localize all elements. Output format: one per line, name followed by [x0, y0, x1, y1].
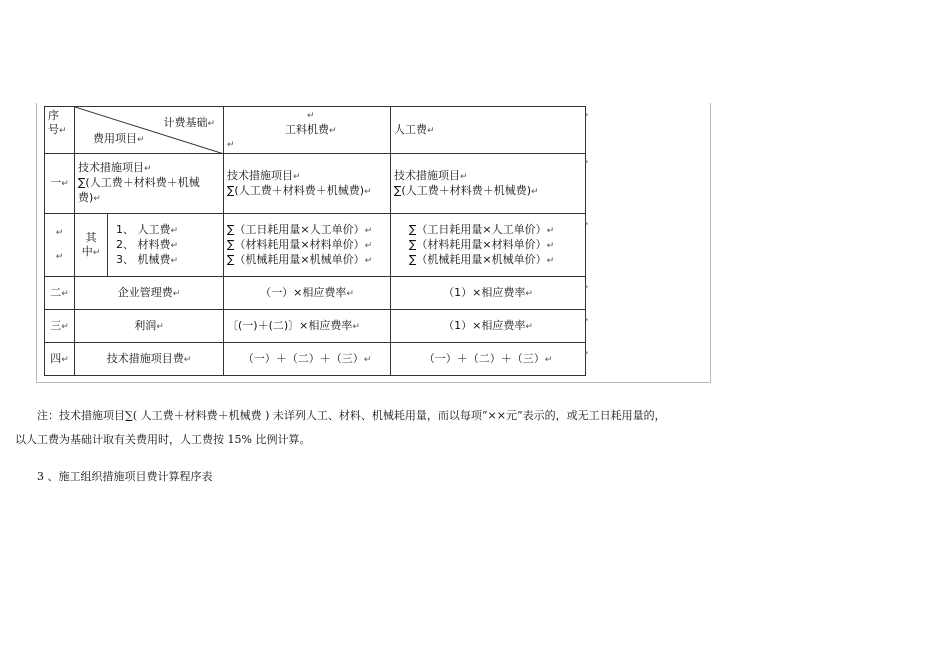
row3-item-cell: 利润↵ [75, 310, 224, 343]
row2-col1: （一）×相应费率 [260, 285, 347, 299]
row-end-mark: * [585, 350, 589, 358]
row-end-mark: * [585, 284, 589, 292]
row3-col2: （1）×相应费率 [443, 318, 526, 332]
col1-header-cell: ↵ 工料机费↵ ↵ [224, 107, 391, 154]
sub-col1-machine: ∑（机械耗用量×机械单价） [227, 252, 365, 266]
row2-seq-cell: 二↵ [45, 277, 75, 310]
row1-col2-cell: 技术措施项目↵ ∑(人工费＋材料费＋机械费)↵ [391, 154, 586, 214]
seq-header-cell: 序 号↵ [45, 107, 75, 154]
row-1 [45, 154, 586, 214]
col1-header: 工料机费 [285, 122, 329, 136]
row4-col1: （一）＋（二）＋（三） [242, 351, 364, 365]
qizhong-cell: 其 中↵ [75, 214, 108, 277]
frame-right-line [710, 103, 711, 383]
frame-left-line [36, 103, 37, 383]
row2-col2: （1）×相应费率 [443, 285, 526, 299]
row3-col1-cell: 〔(一)＋(二)〕×相应费率↵ [224, 310, 391, 343]
sub-items-cell: 1、 人工费↵ 2、 材料费↵ 3、 机械费↵ [108, 214, 224, 277]
frame-bottom-line [36, 382, 711, 383]
seq-header-char1: 序 [48, 109, 59, 122]
note-line-2: 以人工费为基础计取有关费用时，人工费按 15% 比例计算。 [15, 433, 311, 446]
row1-item-line2: ∑(人工费＋材料费＋机械 [78, 176, 200, 189]
row1-col1-line2: ∑(人工费＋材料费＋机械费) [227, 183, 364, 197]
row1-col1-line1: 技术措施项目 [227, 168, 293, 182]
row4-col2-cell: （一）＋（二）＋（三）↵ [391, 343, 586, 376]
row3-seq-cell: 三↵ [45, 310, 75, 343]
row2-item: 企业管理费 [117, 285, 173, 299]
row1-item-line3: 费) [78, 191, 94, 204]
qizhong-char2: 中 [81, 244, 93, 258]
row3-col2-cell: （1）×相应费率↵ [391, 310, 586, 343]
sub-col1-labor: ∑（工日耗用量×人工单价） [227, 222, 365, 236]
row4-item: 技术措施项目费 [106, 351, 184, 365]
seq-header-char2: 号 [48, 123, 59, 136]
row2-item-cell: 企业管理费↵ [75, 277, 224, 310]
row-end-mark: * [585, 221, 589, 229]
diagonal-header-cell: 计费基础↵ 费用项目↵ [75, 107, 224, 154]
row-4 [45, 343, 586, 376]
row1-col1-cell: 技术措施项目↵ ∑(人工费＋材料费＋机械费)↵ [224, 154, 391, 214]
fee-calculation-table [44, 106, 586, 376]
basis-label: 计费基础 [163, 116, 208, 129]
row1-seq-cell: 一↵ [45, 154, 75, 214]
col2-header: 人工费 [394, 122, 427, 136]
sub-seq-cell: ↵ ↵ [45, 214, 75, 277]
sub-col2-material: ∑（材料耗用量×材料单价） [409, 237, 547, 251]
row1-item-line1: 技术措施项目 [78, 161, 144, 174]
sub-col2-machine: ∑（机械耗用量×机械单价） [409, 252, 547, 266]
row3-item: 利润 [134, 318, 157, 332]
row4-col2: （一）＋（二）＋（三） [423, 351, 545, 365]
section-heading: 3 、施工组织措施项目费计算程序表 [37, 470, 213, 483]
col2-header-cell: 人工费↵ [391, 107, 586, 154]
item-label: 费用项目 [93, 132, 137, 145]
sub-item-labor: 1、 人工费 [116, 222, 171, 236]
qizhong-char1: 其 [85, 230, 97, 244]
row2-col1-cell: （一）×相应费率↵ [224, 277, 391, 310]
row-3 [45, 310, 586, 343]
sub-item-machine: 3、 机械费 [116, 252, 171, 266]
row2-col2-cell: （1）×相应费率↵ [391, 277, 586, 310]
row4-seq-cell: 四↵ [45, 343, 75, 376]
row1-item-cell: 技术措施项目↵ ∑(人工费＋材料费＋机械 费)↵ [75, 154, 224, 214]
sub-col1-cell: ∑（工日耗用量×人工单价）↵ ∑（材料耗用量×材料单价）↵ ∑（机械耗用量×机械单价）↵ [224, 214, 391, 277]
row1-col2-line1: 技术措施项目 [394, 168, 460, 182]
row-2 [45, 277, 586, 310]
row1-col2-line2: ∑(人工费＋材料费＋机械费) [394, 183, 531, 197]
row-end-mark: * [585, 317, 589, 325]
table-header-row [45, 107, 586, 154]
sub-item-material: 2、 材料费 [116, 237, 171, 251]
row-end-mark: * [585, 159, 589, 167]
row4-col1-cell: （一）＋（二）＋（三）↵ [224, 343, 391, 376]
row3-col1: 〔(一)＋(二)〕×相应费率 [227, 318, 353, 332]
row-end-mark: * [585, 112, 589, 120]
sub-col1-material: ∑（材料耗用量×材料单价） [227, 237, 365, 251]
row4-item-cell: 技术措施项目费↵ [75, 343, 224, 376]
sub-col2-labor: ∑（工日耗用量×人工单价） [409, 222, 547, 236]
sub-col2-cell: ∑（工日耗用量×人工单价）↵ ∑（材料耗用量×材料单价）↵ ∑（机械耗用量×机械单价）↵ [391, 214, 586, 277]
note-line-1: 注：技术措施项目∑( 人工费＋材料费＋机械费 ) 未详列人工、材料、机械耗用量，而以每项“××元”表示的，或无工日耗用量的， [37, 409, 666, 422]
row-sub-items [45, 214, 586, 277]
